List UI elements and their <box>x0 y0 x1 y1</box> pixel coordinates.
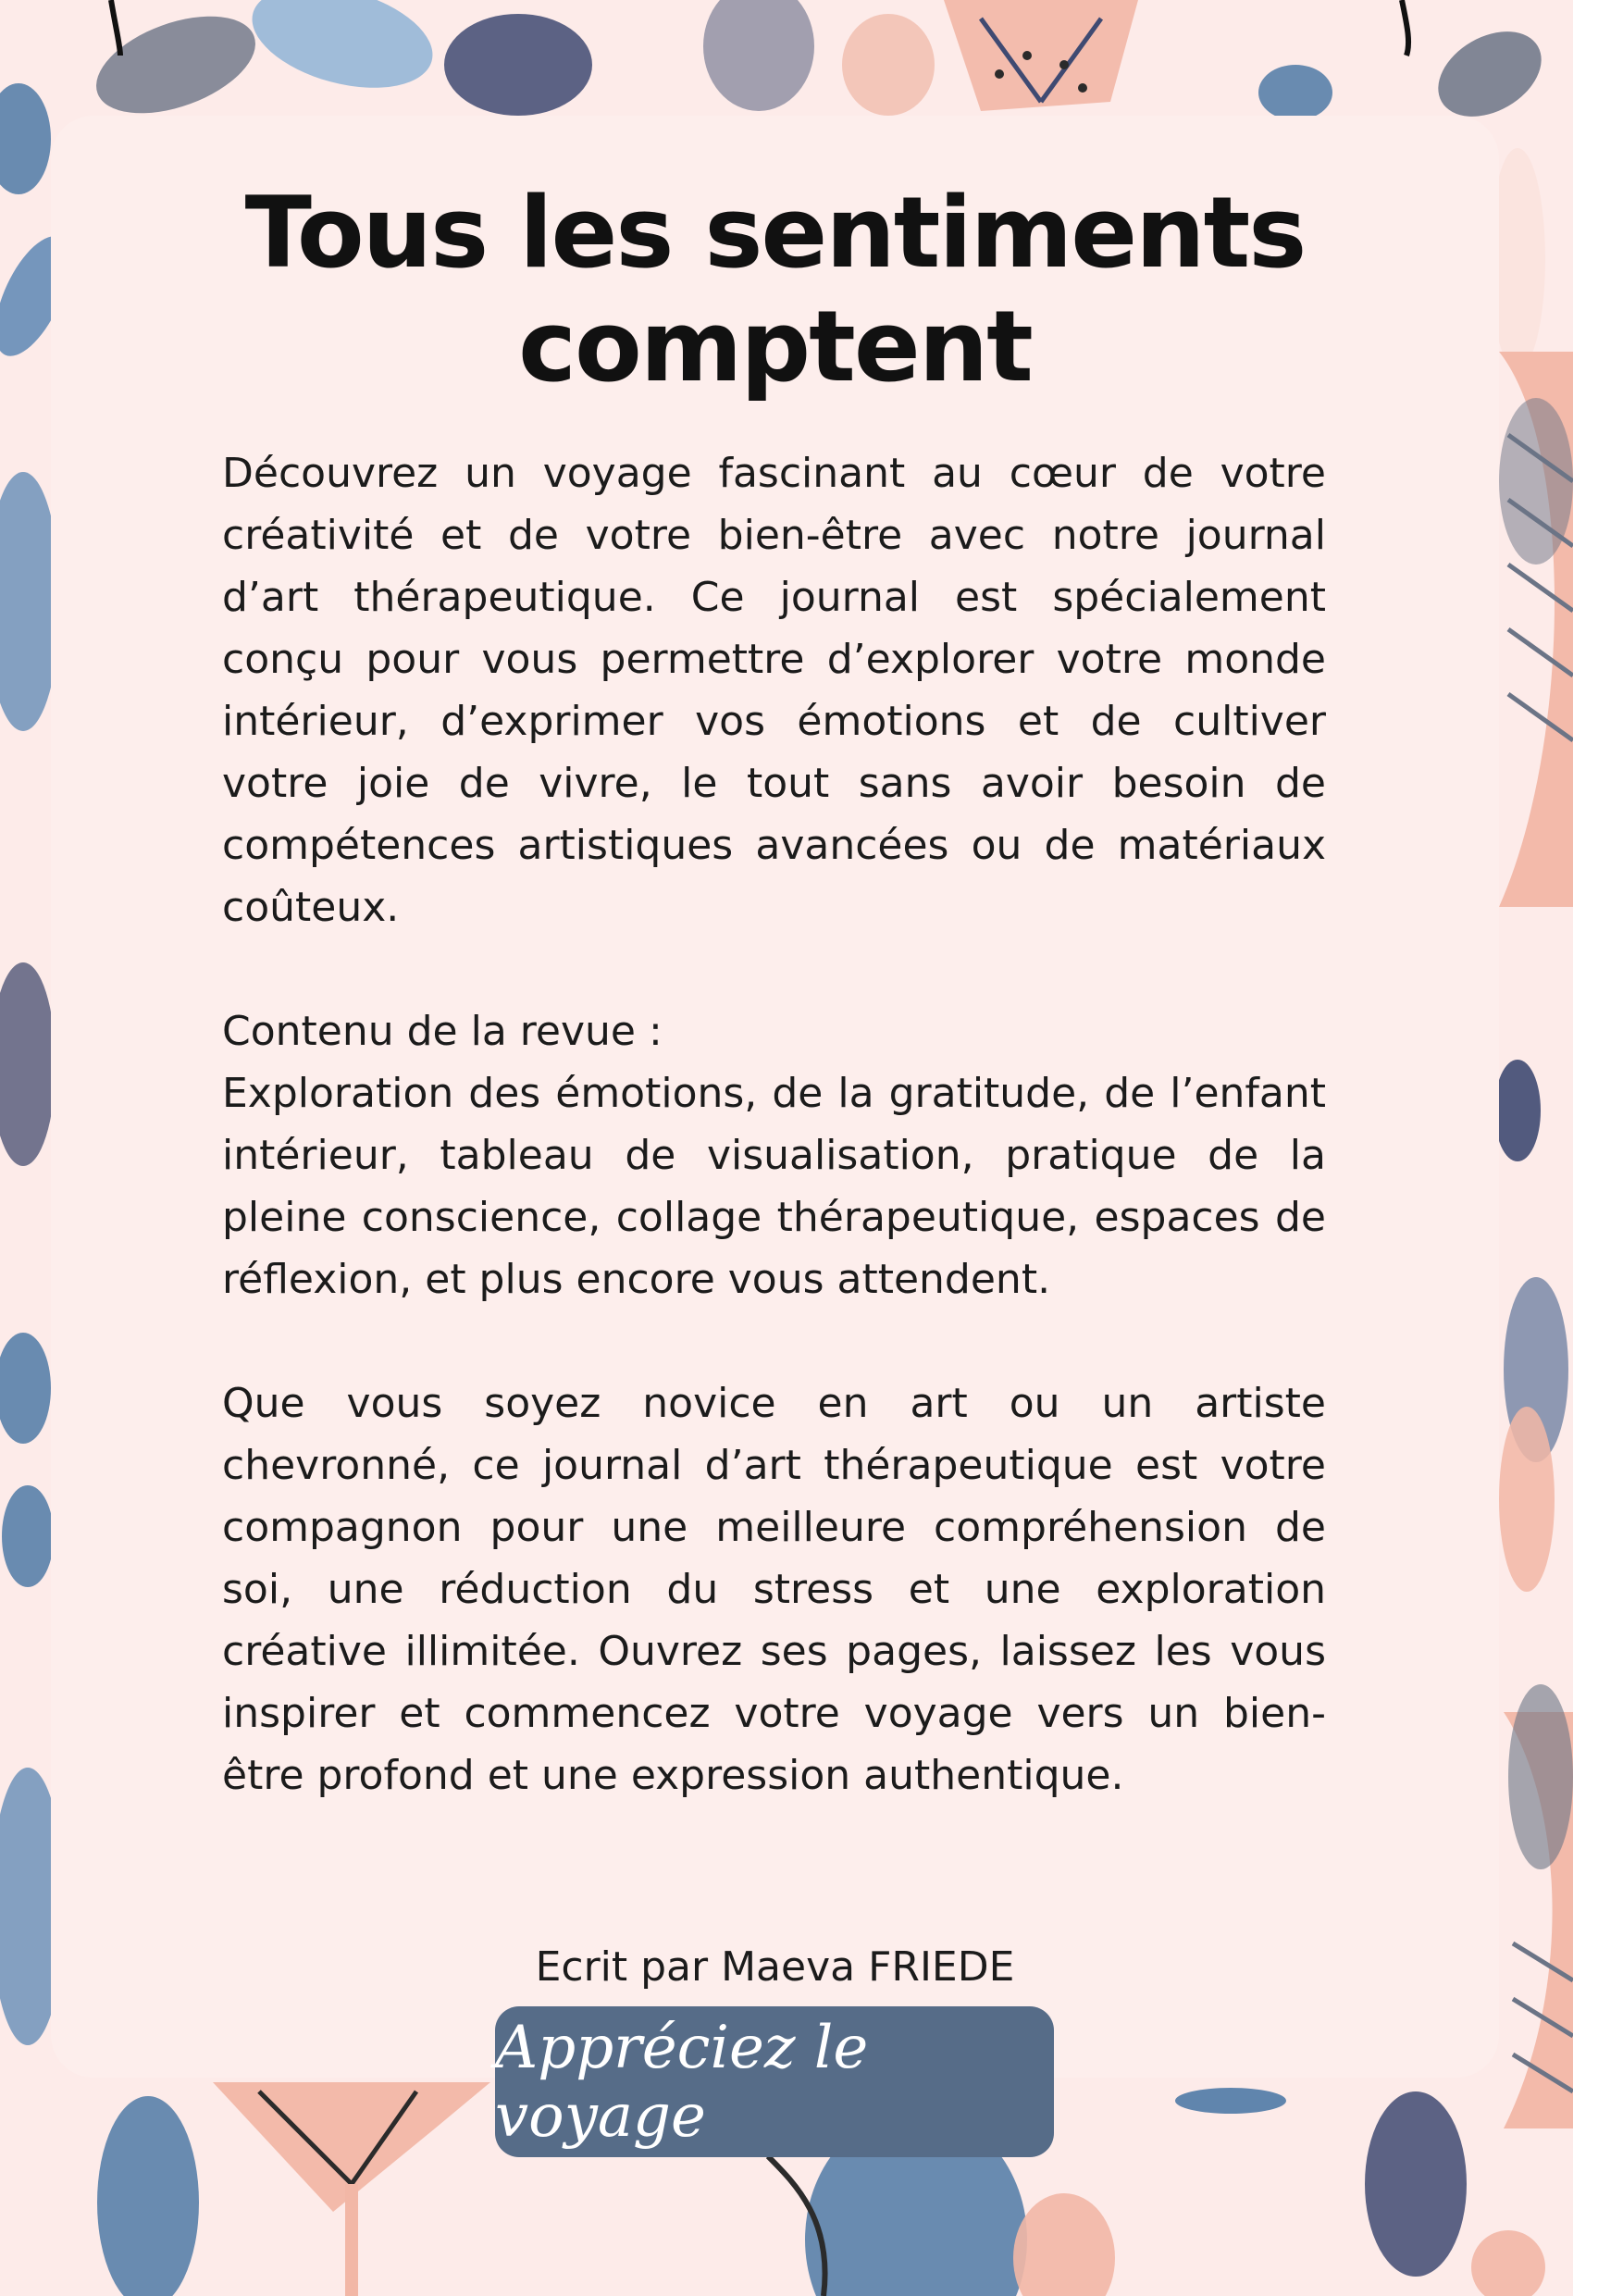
body-text <box>222 442 1326 1806</box>
tagline-text: Appréciez le voyage <box>495 2013 869 2151</box>
contents-list: Exploration des émotions, de la gratitude, de l’enfant intérieur, tableau de visualisation, pratique de la pleine conscience, collage thérapeutique, espaces de réflexion, et plus encore vous attendent. <box>222 1070 1326 1303</box>
top-leaves <box>83 0 1556 134</box>
closing-paragraph: Que vous soyez novice en art ou un artiste chevronné, ce journal d’art thérapeutique est votre compagnon pour une meilleure compréhension de soi, une réduction du stress et une exploration créative illimitée. Ouvrez ses pages, laissez les vous inspirer et commencez votre voyage vers un bien-être profond et une expression authentique. <box>222 1380 1326 1799</box>
contents-heading: Contenu de la revue : <box>222 1008 663 1055</box>
page-title: Tous les sentiments comptent <box>244 176 1306 403</box>
tagline-badge <box>495 2006 1054 2157</box>
right-leaves <box>1490 0 1623 2296</box>
contents-section <box>222 1000 1326 1310</box>
author-credit: Ecrit par Maeva FRIEDE <box>535 1943 1015 1991</box>
intro-paragraph: Découvrez un voyage fascinant au cœur de votre créativité et de votre bien-être avec notre journal d’art thérapeutique. Ce journal est spécialement conçu pour vous permettre d’explorer votre monde intérieur, d’exprimer vos émotions et de cultiver votre joie de vivre, le tout sans avoir besoin de compétences artistiques avancées ou de matériaux coûteux. <box>222 450 1326 931</box>
